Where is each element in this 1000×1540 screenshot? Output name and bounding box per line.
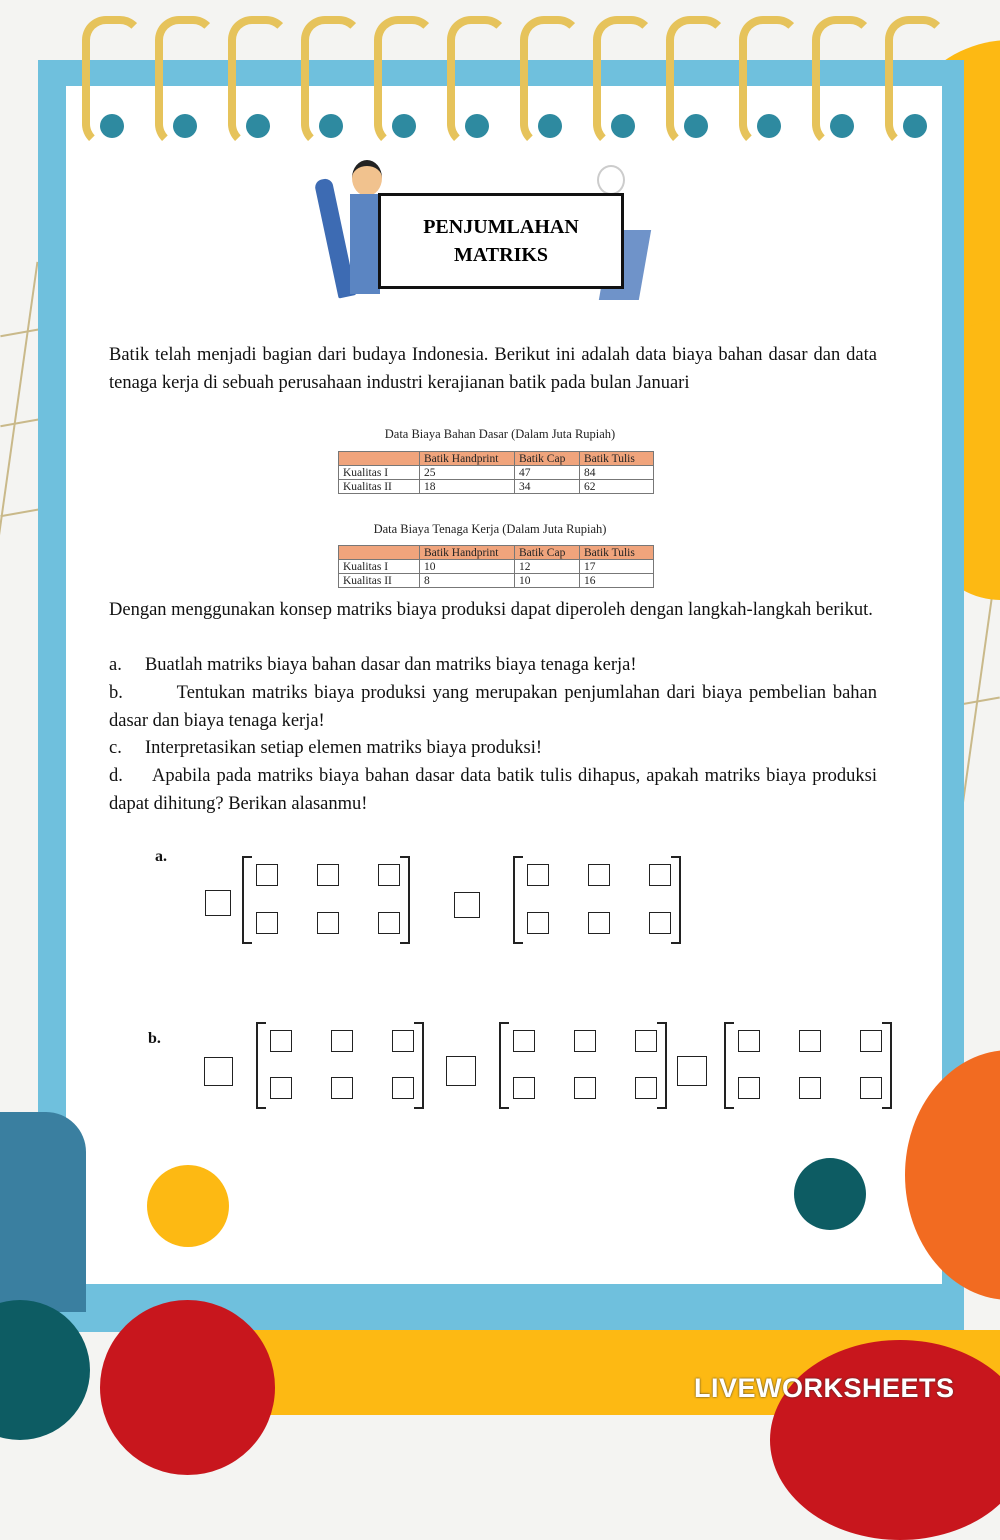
- table-biaya-bahan-dasar: [338, 451, 654, 494]
- binding-hole: [684, 114, 708, 138]
- matrix-entry-box[interactable]: [331, 1030, 353, 1052]
- matrix-name-box[interactable]: [204, 1057, 233, 1086]
- matrix-bracket-left: [724, 1022, 734, 1109]
- table-row: [339, 560, 654, 574]
- intro-text: Batik telah menjadi bagian dari budaya Indonesia. Berikut ini adalah data biaya bahan dasar dan data tenaga kerja di sebuah perusahaan industri kerajianan batik pada bulan Januari: [109, 345, 877, 393]
- matrix-entry-box[interactable]: [317, 864, 339, 886]
- matrix-entry-box[interactable]: [331, 1077, 353, 1099]
- matrix-entry-box[interactable]: [527, 912, 549, 934]
- matrix-entry-box[interactable]: [649, 912, 671, 934]
- matrix-bracket-right: [657, 1022, 667, 1109]
- table-cell: 62: [580, 480, 654, 494]
- table-header-cell: [339, 546, 420, 560]
- table-cell: 8: [420, 574, 515, 588]
- binding-hole: [538, 114, 562, 138]
- binding-hole: [100, 114, 124, 138]
- table-cell: Kualitas I: [339, 466, 420, 480]
- operator-box[interactable]: [446, 1056, 476, 1086]
- table-cell: 10: [420, 560, 515, 574]
- table-row: [339, 574, 654, 588]
- table-header-cell: Batik Tulis: [580, 452, 654, 466]
- binding-hole: [757, 114, 781, 138]
- red-circle-bottom: [100, 1300, 275, 1475]
- matrix-entry-box[interactable]: [574, 1030, 596, 1052]
- matrix-entry-box[interactable]: [527, 864, 549, 886]
- table-cell: Kualitas II: [339, 574, 420, 588]
- matrix-bracket-right: [400, 856, 410, 944]
- title-line1: PENJUMLAHAN: [423, 216, 579, 238]
- table-cell: 16: [580, 574, 654, 588]
- table-header-cell: Batik Cap: [515, 452, 580, 466]
- yellow-circle-dot: [147, 1165, 229, 1247]
- table-row: [339, 466, 654, 480]
- matrix-entry-box[interactable]: [392, 1030, 414, 1052]
- question-a: a. Buatlah matriks biaya bahan dasar dan matriks biaya tenaga kerja!: [109, 655, 637, 675]
- matrix-entry-box[interactable]: [392, 1077, 414, 1099]
- question-d: d. Apabila pada matriks biaya bahan dasar data batik tulis dihapus, apakah matriks biaya produksi dapat dihitung? Berikan alasanmu!: [109, 766, 877, 814]
- matrix-entry-box[interactable]: [513, 1030, 535, 1052]
- table2-caption: Data Biaya Tenaga Kerja (Dalam Juta Rupiah): [373, 522, 607, 536]
- matrix-name-box[interactable]: [205, 890, 231, 916]
- matrix-entry-box[interactable]: [799, 1077, 821, 1099]
- table-header-cell: [339, 452, 420, 466]
- answer-label-a: a.: [155, 848, 167, 865]
- table-row: [339, 480, 654, 494]
- liveworksheets-logo: LIVEWORKSHEETS: [694, 1373, 955, 1403]
- girl-head: [597, 165, 625, 195]
- operator-box[interactable]: [677, 1056, 707, 1086]
- table-header-cell: Batik Handprint: [420, 546, 515, 560]
- matrix-entry-box[interactable]: [270, 1030, 292, 1052]
- matrix-entry-box[interactable]: [588, 912, 610, 934]
- answer-label-b: b.: [148, 1030, 161, 1047]
- matrix-entry-box[interactable]: [649, 864, 671, 886]
- table-header-row: [339, 546, 654, 560]
- table-cell: 25: [420, 466, 515, 480]
- matrix-entry-box[interactable]: [588, 864, 610, 886]
- operator-box[interactable]: [454, 892, 480, 918]
- matrix-bracket-right: [671, 856, 681, 944]
- matrix-entry-box[interactable]: [378, 912, 400, 934]
- grid-line: [960, 697, 1000, 706]
- binding-hole: [246, 114, 270, 138]
- matrix-bracket-right: [882, 1022, 892, 1109]
- question-c: c. Interpretasikan setiap elemen matriks biaya produksi!: [109, 738, 543, 758]
- matrix-entry-box[interactable]: [574, 1077, 596, 1099]
- title-line2: MATRIKS: [453, 244, 549, 266]
- matrix-entry-box[interactable]: [317, 912, 339, 934]
- binding-hole: [173, 114, 197, 138]
- matrix-entry-box[interactable]: [513, 1077, 535, 1099]
- binding-hole: [830, 114, 854, 138]
- binding-hole: [611, 114, 635, 138]
- table-header-row: [339, 452, 654, 466]
- grid-line: [0, 262, 38, 639]
- matrix-entry-box[interactable]: [256, 864, 278, 886]
- table-cell: 47: [515, 466, 580, 480]
- matrix-entry-box[interactable]: [799, 1030, 821, 1052]
- table1-caption: Data Biaya Bahan Dasar (Dalam Juta Rupiah): [384, 427, 616, 441]
- matrix-entry-box[interactable]: [635, 1030, 657, 1052]
- matrix-bracket-left: [256, 1022, 266, 1109]
- table-cell: 34: [515, 480, 580, 494]
- table-header-cell: Batik Cap: [515, 546, 580, 560]
- binding-hole: [319, 114, 343, 138]
- matrix-entry-box[interactable]: [738, 1030, 760, 1052]
- matrix-entry-box[interactable]: [860, 1030, 882, 1052]
- binding-hole: [465, 114, 489, 138]
- table-cell: 84: [580, 466, 654, 480]
- blue-block-left: [0, 1112, 86, 1312]
- title-board: [378, 193, 624, 289]
- matrix-bracket-right: [414, 1022, 424, 1109]
- binding-hole: [392, 114, 416, 138]
- matrix-entry-box[interactable]: [738, 1077, 760, 1099]
- table-cell: 18: [420, 480, 515, 494]
- binding-hole: [903, 114, 927, 138]
- boy-head: [352, 160, 382, 196]
- table-cell: 12: [515, 560, 580, 574]
- matrix-entry-box[interactable]: [860, 1077, 882, 1099]
- matrix-bracket-left: [499, 1022, 509, 1109]
- table-header-cell: Batik Handprint: [420, 452, 515, 466]
- teal-circle-dot: [794, 1158, 866, 1230]
- question-b: b. Tentukan matriks biaya produksi yang merupakan penjumlahan dari biaya pembelian bahan dasar dan biaya tenaga kerja!: [109, 683, 877, 731]
- table-cell: 10: [515, 574, 580, 588]
- table-cell: 17: [580, 560, 654, 574]
- table-cell: Kualitas I: [339, 560, 420, 574]
- instructions-text: Dengan menggunakan konsep matriks biaya produksi dapat diperoleh dengan langkah-langkah berikut.: [109, 600, 873, 620]
- boy-body: [350, 194, 380, 294]
- table-cell: Kualitas II: [339, 480, 420, 494]
- matrix-entry-box[interactable]: [270, 1077, 292, 1099]
- matrix-entry-box[interactable]: [635, 1077, 657, 1099]
- table-header-cell: Batik Tulis: [580, 546, 654, 560]
- table-biaya-tenaga-kerja: [338, 545, 654, 588]
- matrix-entry-box[interactable]: [256, 912, 278, 934]
- matrix-bracket-left: [513, 856, 523, 944]
- matrix-entry-box[interactable]: [378, 864, 400, 886]
- matrix-bracket-left: [242, 856, 252, 944]
